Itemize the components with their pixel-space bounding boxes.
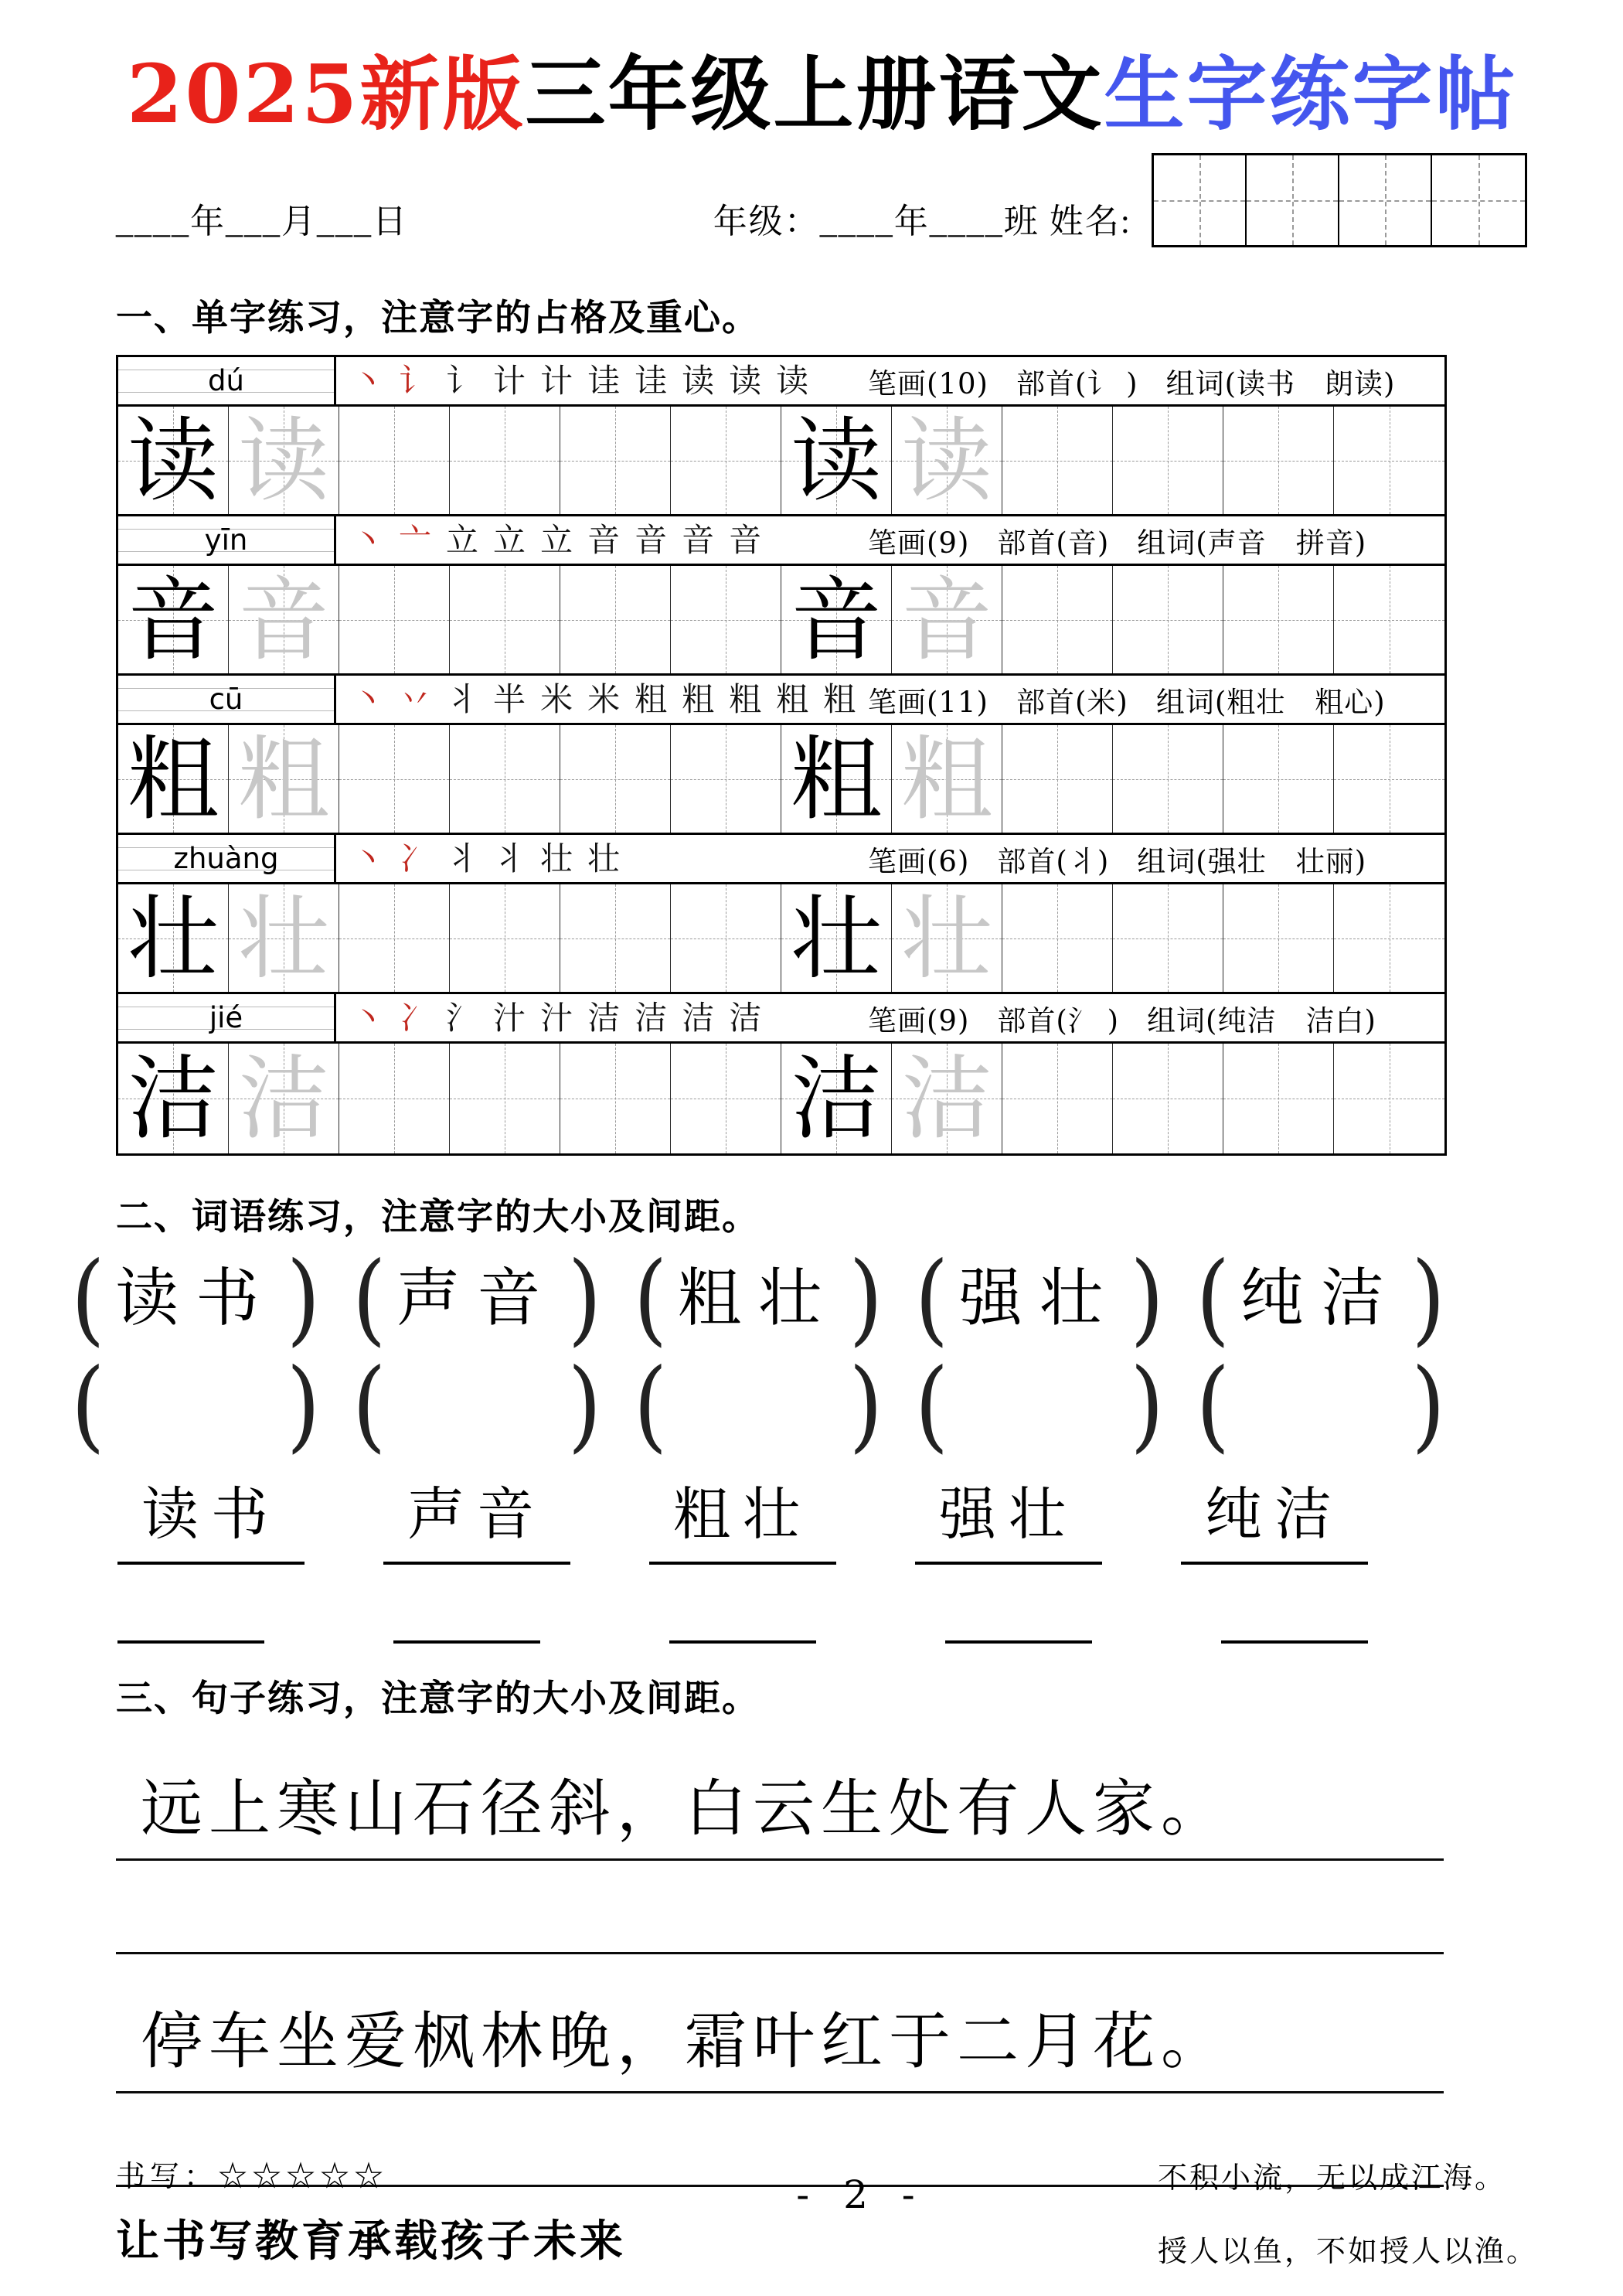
close-paren: ) <box>849 1347 883 1463</box>
name-writing-grid[interactable] <box>1152 153 1527 247</box>
word-paren-group <box>633 1241 883 1357</box>
empty-practice-cell[interactable] <box>1002 407 1113 514</box>
stroke-step: 亠 <box>399 520 432 559</box>
model-character-cell <box>118 725 229 833</box>
trace-character-cell[interactable] <box>229 725 339 833</box>
character-block-洁 <box>118 994 1444 1153</box>
empty-word-blank[interactable] <box>675 1364 841 1447</box>
stroke-step: 米 <box>540 680 573 718</box>
stroke-step: 音 <box>587 520 621 559</box>
stroke-order-sequence <box>336 676 868 723</box>
stroke-step: 粗 <box>823 680 856 718</box>
word-label: 强壮 <box>958 1261 1120 1335</box>
stroke-order-sequence <box>336 357 868 404</box>
model-character: 壮 <box>790 884 882 992</box>
empty-practice-cell[interactable] <box>1113 884 1223 992</box>
underlined-word-model: 读书 <box>117 1469 305 1565</box>
compound-words-label: 组词(强壮 壮丽) <box>1137 844 1367 878</box>
stroke-step: 冫 <box>399 998 432 1037</box>
underlined-word-model: 纯洁 <box>1181 1469 1368 1565</box>
empty-paren-group[interactable] <box>352 1347 602 1463</box>
stroke-step: 讠 <box>399 361 432 400</box>
character-practice-row <box>118 566 1444 676</box>
word-list-row <box>71 1241 1445 1357</box>
stroke-step: 丶 <box>352 520 385 559</box>
empty-practice-cell[interactable] <box>1113 566 1223 673</box>
empty-practice-cell[interactable] <box>671 1044 781 1153</box>
radical-label: 部首(讠 ) <box>1016 366 1138 400</box>
radical-label: 部首(米) <box>1016 685 1128 719</box>
stroke-step: 读 <box>682 361 715 400</box>
word-label: 纯洁 <box>1240 1261 1401 1335</box>
character-practice-table <box>116 355 1447 1156</box>
word-paren-group <box>914 1241 1165 1357</box>
word-paren-group <box>71 1241 321 1357</box>
character-practice-row <box>118 407 1444 516</box>
empty-practice-cell[interactable] <box>671 407 781 514</box>
character-block-粗 <box>118 676 1444 835</box>
empty-paren-group[interactable] <box>633 1347 883 1463</box>
stroke-step: 计 <box>493 361 526 400</box>
stroke-order-sequence <box>336 516 868 564</box>
word-trace-row <box>117 1469 1368 1565</box>
stroke-step: 半 <box>493 680 526 718</box>
empty-practice-cell[interactable] <box>450 407 560 514</box>
radical-label: 部首(丬) <box>997 844 1110 878</box>
empty-practice-cell[interactable] <box>1334 725 1444 833</box>
trace-character: 音 <box>900 566 992 673</box>
trace-character: 洁 <box>237 1045 329 1152</box>
date-blanks[interactable]: ____年___月___日 <box>116 203 408 240</box>
open-paren: ( <box>633 1241 668 1357</box>
compound-words-label: 组词(粗壮 粗心) <box>1155 685 1386 719</box>
title-grade: 三年级上册语文 <box>525 46 1104 141</box>
empty-practice-cell[interactable] <box>450 566 560 673</box>
word-paren-group <box>352 1241 602 1357</box>
trace-character-cell[interactable] <box>892 725 1002 833</box>
stroke-order-sequence <box>336 994 868 1041</box>
trace-character: 壮 <box>900 884 992 992</box>
trace-character: 壮 <box>237 884 329 992</box>
underlined-word-model: 强壮 <box>915 1469 1102 1565</box>
stroke-step: 洁 <box>682 998 715 1037</box>
stroke-count-label: 笔画(6) <box>868 844 970 878</box>
word-label: 读书 <box>115 1261 277 1335</box>
trace-character: 粗 <box>237 725 329 833</box>
pinyin-label: jié <box>209 1001 243 1034</box>
name-grid-cell[interactable] <box>1339 155 1432 245</box>
empty-practice-cell[interactable] <box>560 1044 671 1153</box>
character-header-row <box>118 516 1444 566</box>
pinyin-label: yīn <box>204 523 248 557</box>
radical-label: 部首(氵 ) <box>997 1003 1120 1037</box>
sentence-underline <box>116 1858 1444 1861</box>
empty-practice-cell[interactable] <box>560 884 671 992</box>
stroke-step: 洁 <box>729 998 762 1037</box>
character-header-row <box>118 994 1444 1044</box>
pinyin-label: zhuàng <box>173 842 279 875</box>
handwriting-rating-stars: 书写：☆☆☆☆☆ <box>116 2159 389 2193</box>
pinyin-cell <box>118 357 336 404</box>
character-info <box>868 676 1386 723</box>
empty-practice-cell[interactable] <box>1223 566 1334 673</box>
empty-word-blank[interactable] <box>394 1364 560 1447</box>
character-info <box>868 357 1395 404</box>
grade-class-name-blanks[interactable]: 年级：____年____班 姓名: <box>713 203 1131 240</box>
trace-character-cell[interactable] <box>229 407 339 514</box>
model-character-cell <box>781 407 892 514</box>
model-character-cell <box>118 884 229 992</box>
close-paren: ) <box>286 1241 321 1357</box>
trace-character: 音 <box>237 566 329 673</box>
empty-word-line[interactable] <box>1221 1640 1368 1644</box>
stroke-step: 立 <box>446 520 479 559</box>
stroke-step: 粗 <box>635 680 668 718</box>
trace-character-cell[interactable] <box>229 884 339 992</box>
underlined-word-model: 声音 <box>383 1469 570 1565</box>
trace-character-cell[interactable] <box>892 1044 1002 1153</box>
trace-character: 洁 <box>900 1045 992 1152</box>
stroke-count-label: 笔画(10) <box>868 366 988 400</box>
stroke-step: 立 <box>493 520 526 559</box>
empty-practice-cell[interactable] <box>450 725 560 833</box>
stroke-step: 丶 <box>352 998 385 1037</box>
pinyin-cell <box>118 676 336 723</box>
stroke-step: 丬 <box>446 680 479 718</box>
stroke-step: 洁 <box>587 998 621 1037</box>
empty-practice-cell[interactable] <box>1113 725 1223 833</box>
empty-practice-cell[interactable] <box>339 725 450 833</box>
empty-practice-cell[interactable] <box>1002 566 1113 673</box>
close-paren: ) <box>849 1241 883 1357</box>
empty-practice-cell[interactable] <box>671 884 781 992</box>
open-paren: ( <box>1196 1347 1230 1463</box>
name-grid-cell[interactable] <box>1432 155 1525 245</box>
character-block-壮 <box>118 835 1444 994</box>
stroke-step: 立 <box>540 520 573 559</box>
stroke-step: 丶 <box>352 839 385 877</box>
empty-practice-cell[interactable] <box>560 566 671 673</box>
sentence-practice-area <box>116 1759 1538 2187</box>
pinyin-cell <box>118 994 336 1041</box>
page-number: - 2 - <box>796 2172 926 2217</box>
empty-practice-cell[interactable] <box>1002 725 1113 833</box>
character-block-读 <box>118 357 1444 516</box>
stroke-step: 粗 <box>729 680 762 718</box>
close-paren: ) <box>1411 1347 1445 1463</box>
empty-practice-cell[interactable] <box>1002 1044 1113 1153</box>
character-header-row <box>118 357 1444 407</box>
stroke-step: 音 <box>682 520 715 559</box>
close-paren: ) <box>286 1347 321 1463</box>
stroke-step: 氵 <box>446 998 479 1037</box>
title-edition: 2025新版 <box>127 46 526 141</box>
model-character: 读 <box>790 407 882 514</box>
compound-words-label: 组词(声音 拼音) <box>1137 526 1367 560</box>
stroke-step: 讠 <box>446 361 479 400</box>
empty-practice-cell[interactable] <box>1334 1044 1444 1153</box>
pinyin-label: cū <box>209 683 243 716</box>
model-character-cell <box>781 1044 892 1153</box>
section1-heading: 一、单字练习，注意字的占格及重心。 <box>116 297 760 338</box>
stroke-step: 丬 <box>446 839 479 877</box>
word-label: 声音 <box>396 1261 558 1335</box>
close-paren: ) <box>567 1241 602 1357</box>
empty-practice-cell[interactable] <box>1223 1044 1334 1153</box>
empty-practice-cell[interactable] <box>1334 566 1444 673</box>
pinyin-cell <box>118 835 336 882</box>
model-character-cell <box>781 884 892 992</box>
trace-character-cell[interactable] <box>892 407 1002 514</box>
trace-character-cell[interactable] <box>229 1044 339 1153</box>
word-label: 粗壮 <box>677 1261 839 1335</box>
empty-word-line[interactable] <box>945 1640 1092 1644</box>
character-practice-row <box>118 884 1444 994</box>
stroke-step: 丶 <box>352 680 385 718</box>
character-info <box>868 994 1376 1041</box>
model-character: 读 <box>127 407 219 514</box>
compound-words-label: 组词(纯洁 洁白) <box>1147 1003 1376 1037</box>
open-paren: ( <box>352 1241 386 1357</box>
empty-paren-group[interactable] <box>1196 1347 1445 1463</box>
character-info <box>868 835 1366 882</box>
model-character: 音 <box>790 566 882 673</box>
empty-sentence-line[interactable] <box>116 1952 1444 1954</box>
empty-practice-cell[interactable] <box>1113 407 1223 514</box>
character-info <box>868 516 1366 564</box>
word-blank-lines-row <box>117 1640 1368 1644</box>
sentence-model: 远上寒山石径斜，白云生处有人家。 <box>141 1773 1229 1845</box>
footer-left <box>116 2152 626 2269</box>
open-paren: ( <box>71 1241 105 1357</box>
stroke-step: 壮 <box>587 839 621 877</box>
footer-quote-1: 不积小流，无以成江海。 <box>1157 2161 1506 2195</box>
stroke-count-label: 笔画(11) <box>868 685 988 719</box>
character-practice-row <box>118 1044 1444 1153</box>
character-header-row <box>118 676 1444 725</box>
section2-heading: 二、词语练习，注意字的大小及间距。 <box>116 1196 760 1237</box>
section3-heading: 三、句子练习，注意字的大小及间距。 <box>116 1678 760 1719</box>
trace-character-cell[interactable] <box>229 566 339 673</box>
empty-practice-cell[interactable] <box>339 884 450 992</box>
name-grid-cell[interactable] <box>1247 155 1339 245</box>
model-character: 洁 <box>127 1045 219 1152</box>
header-info-row <box>116 148 1538 247</box>
open-paren: ( <box>1196 1241 1230 1357</box>
empty-practice-cell[interactable] <box>560 725 671 833</box>
stroke-step: 音 <box>729 520 762 559</box>
close-paren: ) <box>1130 1241 1165 1357</box>
empty-practice-cell[interactable] <box>450 1044 560 1153</box>
open-paren: ( <box>914 1347 949 1463</box>
model-character-cell <box>118 566 229 673</box>
stroke-step: 冫 <box>399 839 432 877</box>
empty-paren-group[interactable] <box>914 1347 1165 1463</box>
trace-character: 读 <box>900 407 992 514</box>
trace-character-cell[interactable] <box>892 884 1002 992</box>
empty-practice-cell[interactable] <box>450 884 560 992</box>
empty-practice-cell[interactable] <box>1334 884 1444 992</box>
model-character-cell <box>781 566 892 673</box>
model-character: 音 <box>127 566 219 673</box>
empty-practice-cell[interactable] <box>671 566 781 673</box>
empty-word-line[interactable] <box>117 1640 264 1644</box>
stroke-step: 粗 <box>682 680 715 718</box>
empty-word-blank[interactable] <box>113 1364 279 1447</box>
stroke-count-label: 笔画(9) <box>868 526 970 560</box>
sentence-underline <box>116 2091 1444 2093</box>
trace-character: 粗 <box>900 725 992 833</box>
stroke-step: 汁 <box>493 998 526 1037</box>
character-header-row <box>118 835 1444 884</box>
word-blank-parens-row <box>71 1347 1445 1463</box>
empty-practice-cell[interactable] <box>671 725 781 833</box>
empty-practice-cell[interactable] <box>339 1044 450 1153</box>
open-paren: ( <box>352 1347 386 1463</box>
stroke-step: 壮 <box>540 839 573 877</box>
empty-word-blank[interactable] <box>1237 1364 1404 1447</box>
stroke-step: 诖 <box>635 361 668 400</box>
empty-word-line[interactable] <box>669 1640 816 1644</box>
model-character: 粗 <box>790 725 882 833</box>
close-paren: ) <box>1411 1241 1445 1357</box>
model-character: 洁 <box>790 1045 882 1152</box>
stroke-step: 读 <box>729 361 762 400</box>
model-character: 粗 <box>127 725 219 833</box>
open-paren: ( <box>71 1347 105 1463</box>
model-character-cell <box>781 725 892 833</box>
open-paren: ( <box>633 1347 668 1463</box>
model-character: 壮 <box>127 884 219 992</box>
empty-paren-group[interactable] <box>71 1347 321 1463</box>
empty-word-line[interactable] <box>393 1640 540 1644</box>
title-subject: 生字练字帖 <box>1104 46 1518 141</box>
pinyin-label: dú <box>208 364 244 397</box>
stroke-count-label: 笔画(9) <box>868 1003 970 1037</box>
footer-quote-2: 授人以鱼，不如授人以渔。 <box>1157 2234 1538 2268</box>
trace-character-cell[interactable] <box>892 566 1002 673</box>
empty-word-blank[interactable] <box>956 1364 1122 1447</box>
name-grid-cell[interactable] <box>1154 155 1247 245</box>
stroke-step: 丷 <box>399 680 432 718</box>
stroke-step: 丶 <box>352 361 385 400</box>
character-block-音 <box>118 516 1444 676</box>
empty-practice-cell[interactable] <box>339 407 450 514</box>
model-character-cell <box>118 407 229 514</box>
stroke-step: 米 <box>587 680 621 718</box>
page-title <box>127 29 1538 145</box>
stroke-step: 计 <box>540 361 573 400</box>
empty-practice-cell[interactable] <box>1223 725 1334 833</box>
word-paren-group <box>1196 1241 1445 1357</box>
empty-practice-cell[interactable] <box>339 566 450 673</box>
underlined-word-model: 粗壮 <box>649 1469 836 1565</box>
stroke-step: 粗 <box>776 680 809 718</box>
compound-words-label: 组词(读书 朗读) <box>1165 366 1396 400</box>
character-practice-row <box>118 725 1444 835</box>
pinyin-cell <box>118 516 336 564</box>
stroke-order-sequence <box>336 835 868 882</box>
model-character-cell <box>118 1044 229 1153</box>
stroke-step: 丬 <box>493 839 526 877</box>
stroke-step: 读 <box>776 361 809 400</box>
stroke-step: 诖 <box>587 361 621 400</box>
stroke-step: 洁 <box>635 998 668 1037</box>
close-paren: ) <box>567 1347 602 1463</box>
radical-label: 部首(音) <box>997 526 1110 560</box>
page-footer <box>116 2152 1538 2270</box>
stroke-step: 汁 <box>540 998 573 1037</box>
empty-practice-cell[interactable] <box>1334 407 1444 514</box>
trace-character: 读 <box>237 407 329 514</box>
footer-quotes <box>1158 2154 1538 2270</box>
footer-slogan: 让书写教育承载孩子未来 <box>116 2216 626 2265</box>
sentence-model: 停车坐爱枫林晚，霜叶红于二月花。 <box>141 2005 1229 2077</box>
empty-practice-cell[interactable] <box>1002 884 1113 992</box>
empty-practice-cell[interactable] <box>560 407 671 514</box>
empty-practice-cell[interactable] <box>1223 407 1334 514</box>
stroke-step: 音 <box>635 520 668 559</box>
empty-practice-cell[interactable] <box>1113 1044 1223 1153</box>
open-paren: ( <box>914 1241 949 1357</box>
empty-practice-cell[interactable] <box>1223 884 1334 992</box>
close-paren: ) <box>1130 1347 1165 1463</box>
